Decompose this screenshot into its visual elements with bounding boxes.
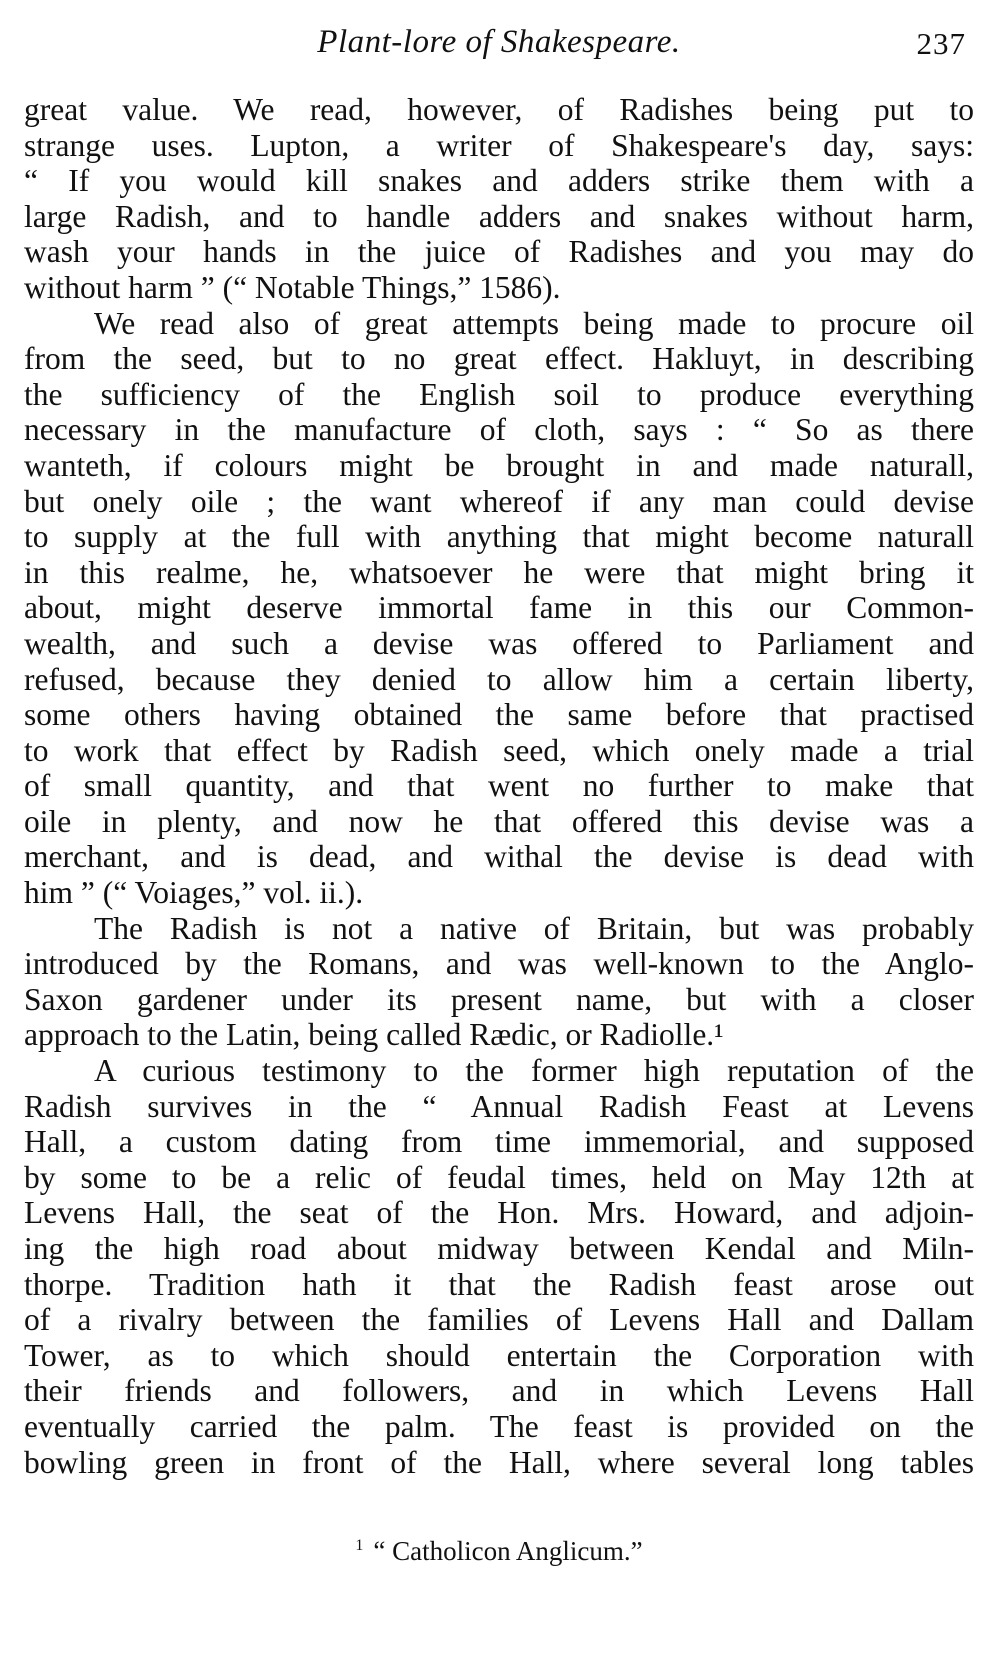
text-line: ing the high road about midway between Kendal and Miln-	[24, 1231, 974, 1266]
text-line: to supply at the full with anything that might become naturall	[24, 519, 974, 555]
text-line: The Radish is not a native of Britain, but was probably	[94, 910, 974, 946]
text-line: from the seed, but to no great effect. Hakluyt, in describing	[24, 341, 974, 377]
text-line: wealth, and such a devise was offered to Parliament and	[24, 625, 974, 661]
text-line: without harm ” (“ Notable Things,” 1586).	[24, 269, 561, 305]
text-line: thorpe. Tradition hath it that the Radish feast arose out	[24, 1266, 974, 1302]
text-line: great value. We read, however, of Radishes being put to	[24, 92, 974, 127]
text-line: introduced by the Romans, and was well-known to the Anglo-	[24, 946, 974, 982]
text-line: but onely oile ; the want whereof if any man could devise	[24, 483, 974, 519]
text-line: Saxon gardener under its present name, but with a closer	[24, 981, 974, 1017]
page-number: 237	[916, 26, 966, 61]
text-line: Hall, a custom dating from time immemorial, and supposed	[24, 1124, 974, 1160]
text-line: Radish survives in the “ Annual Radish Feast at Levens	[24, 1088, 974, 1124]
text-line: necessary in the manufacture of cloth, says : “ So as there	[24, 412, 974, 448]
text-line: bowling green in front of the Hall, where several long tables	[24, 1444, 974, 1480]
text-line: of small quantity, and that went no further to make that	[24, 768, 974, 804]
text-line: large Radish, and to handle adders and snakes without harm,	[24, 198, 974, 234]
footnote	[24, 1536, 974, 1567]
text-line: the sufficiency of the English soil to produce everything	[24, 376, 974, 412]
text-line: by some to be a relic of feudal times, held on May 12th at	[24, 1159, 974, 1195]
text-line: Levens Hall, the seat of the Hon. Mrs. Howard, and adjoin-	[24, 1195, 974, 1231]
text-line: refused, because they denied to allow him a certain liberty,	[24, 661, 974, 697]
text-line: of a rivalry between the families of Levens Hall and Dallam	[24, 1302, 974, 1338]
text-line: approach to the Latin, being called Rædic, or Radiolle.¹	[24, 1017, 724, 1053]
text-line: Tower, as to which should entertain the Corporation with	[24, 1337, 974, 1373]
text-line: A curious testimony to the former high reputation of the	[94, 1053, 974, 1089]
text-line: him ” (“ Voiages,” vol. ii.).	[24, 875, 364, 911]
text-line: about, might deserve immortal fame in this our Common-	[24, 590, 974, 626]
text-line: “ If you would kill snakes and adders strike them with a	[24, 163, 974, 199]
text-line: eventually carried the palm. The feast is provided on the	[24, 1408, 974, 1444]
body-text	[24, 92, 974, 1480]
text-line: in this realme, he, whatsoever he were that might bring it	[24, 554, 974, 590]
text-line: strange uses. Lupton, a writer of Shakespeare's day, says:	[24, 127, 974, 163]
footnote-text: “ Catholicon Anglicum.”	[373, 1536, 643, 1566]
text-line: wash your hands in the juice of Radishes and you may do	[24, 234, 974, 270]
book-page	[24, 24, 974, 1624]
text-line: some others having obtained the same before that practised	[24, 697, 974, 733]
text-line: We read also of great attempts being made to procure oil	[94, 305, 974, 341]
text-line: to work that effect by Radish seed, which onely made a trial	[24, 732, 974, 768]
running-head	[24, 24, 974, 68]
footnote-mark: 1	[355, 1537, 364, 1554]
text-line: merchant, and is dead, and withal the devise is dead with	[24, 839, 974, 875]
text-line: wanteth, if colours might be brought in and made naturall,	[24, 447, 974, 483]
text-line: oile in plenty, and now he that offered this devise was a	[24, 803, 974, 839]
running-title: Plant-lore of Shakespeare.	[317, 24, 681, 60]
text-line: their friends and followers, and in which Levens Hall	[24, 1373, 974, 1409]
